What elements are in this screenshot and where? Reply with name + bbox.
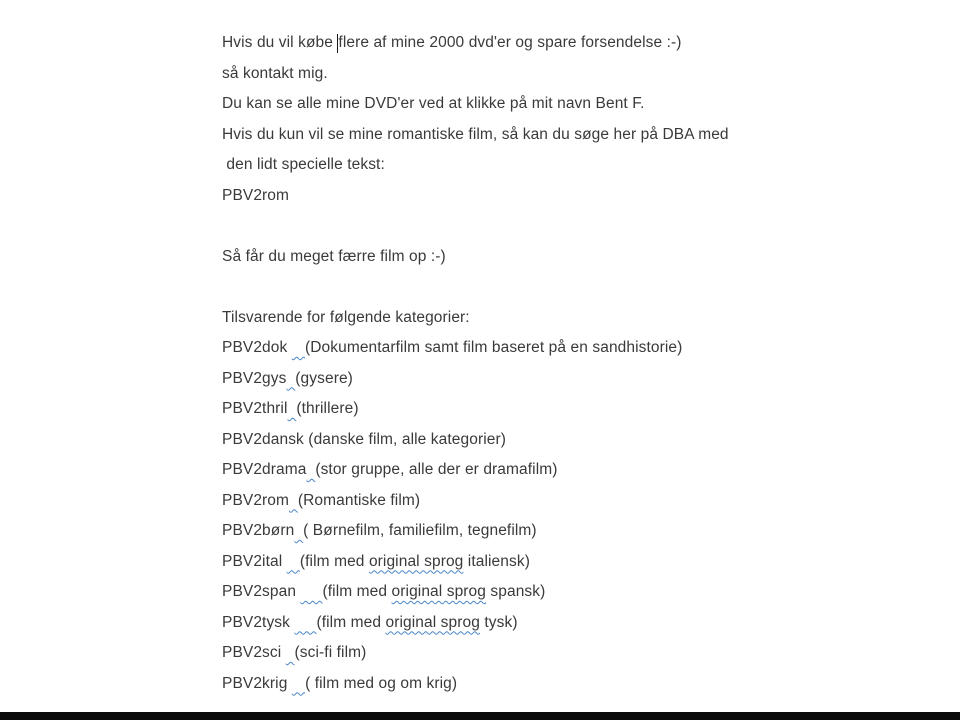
bottom-bar <box>0 712 960 720</box>
text-segment: tysk) <box>479 613 518 631</box>
text-segment: (Dokumentarfilm samt film baseret på en sandhistorie) <box>304 339 683 356</box>
text-segment: (film med <box>322 583 392 600</box>
text-line <box>222 547 940 578</box>
text-line <box>222 486 940 517</box>
text-line <box>222 89 940 120</box>
text-line <box>222 516 940 547</box>
text-line <box>222 364 940 395</box>
text-line <box>222 150 940 181</box>
text-segment: flere af mine 2000 dvd'er og spare forsendelse :-) <box>338 34 682 51</box>
text-segment: Du kan se alle mine DVD'er ved at klikke på mit navn Bent F. <box>222 95 645 112</box>
text-segment: (thrillere) <box>296 400 359 417</box>
text-segment: PBV2tysk <box>222 613 295 631</box>
text-segment: PBV2krig <box>222 674 292 692</box>
text-line <box>222 638 940 669</box>
text-segment: PBV2drama <box>222 461 307 478</box>
text-line <box>222 120 940 151</box>
text-segment: den lidt specielle tekst: <box>222 156 385 173</box>
spellcheck-squiggle-text <box>286 644 295 661</box>
text-line <box>222 455 940 486</box>
spellcheck-squiggle-text <box>286 370 295 387</box>
text-line <box>222 425 940 456</box>
spellcheck-squiggle-text <box>294 522 303 539</box>
text-segment: PBV2span <box>222 583 301 600</box>
text-segment: PBV2rom <box>222 491 290 509</box>
text-segment: Hvis du vil købe <box>222 34 338 51</box>
spellcheck-squiggle-text <box>292 675 305 692</box>
text-line <box>222 181 940 212</box>
text-segment: så kontakt mig. <box>222 64 328 82</box>
text-line <box>222 59 940 90</box>
text-segment: Hvis du kun vil se mine romantiske film, så kan du søge her på DBA med <box>222 125 729 143</box>
text-segment: (gysere) <box>295 369 353 387</box>
text-segment: PBV2thril <box>222 400 288 417</box>
spellcheck-squiggle-text <box>300 583 322 600</box>
text-segment: (Romantiske film) <box>297 491 421 509</box>
document-lines <box>222 28 940 699</box>
text-segment: PBV2børn <box>222 522 295 539</box>
spellcheck-squiggle-text: original sprog <box>391 583 486 600</box>
text-segment: (film med <box>316 613 386 631</box>
text-segment: spansk) <box>486 583 546 600</box>
text-line <box>222 577 940 608</box>
spellcheck-squiggle-text <box>287 553 300 570</box>
spellcheck-squiggle-text <box>292 339 305 356</box>
spellcheck-squiggle-text: original sprog <box>385 613 480 631</box>
text-segment: PBV2dansk (danske film, alle kategorier) <box>222 430 506 448</box>
text-segment: ( Børnefilm, familiefilm, tegnefilm) <box>303 522 537 539</box>
text-line <box>222 608 940 639</box>
text-segment: ( film med og om krig) <box>305 674 458 692</box>
text-line <box>222 394 940 425</box>
spellcheck-squiggle-text: original sprog <box>368 552 464 570</box>
spellcheck-squiggle-text <box>289 492 298 509</box>
text-line <box>222 28 940 59</box>
text-segment: (sci-fi film) <box>294 644 367 661</box>
text-segment: Så får du meget færre film op :-) <box>222 247 446 265</box>
text-line <box>222 333 940 364</box>
text-segment: italiensk) <box>463 552 530 570</box>
text-line <box>222 669 940 700</box>
spellcheck-squiggle-text <box>306 461 315 478</box>
text-segment: PBV2rom <box>222 186 290 204</box>
text-line <box>222 242 940 273</box>
text-segment: PBV2ital <box>222 552 287 570</box>
text-segment: Tilsvarende for følgende kategorier: <box>222 308 470 326</box>
text-segment: PBV2sci <box>222 644 286 661</box>
text-segment: PBV2dok <box>222 339 292 356</box>
text-line <box>222 211 940 242</box>
spellcheck-squiggle-text <box>294 614 316 631</box>
text-line <box>222 272 940 303</box>
text-line <box>222 303 940 334</box>
text-segment: (film med <box>299 552 369 570</box>
text-segment: (stor gruppe, alle der er dramafilm) <box>315 461 558 478</box>
text-segment: PBV2gys <box>222 369 287 387</box>
